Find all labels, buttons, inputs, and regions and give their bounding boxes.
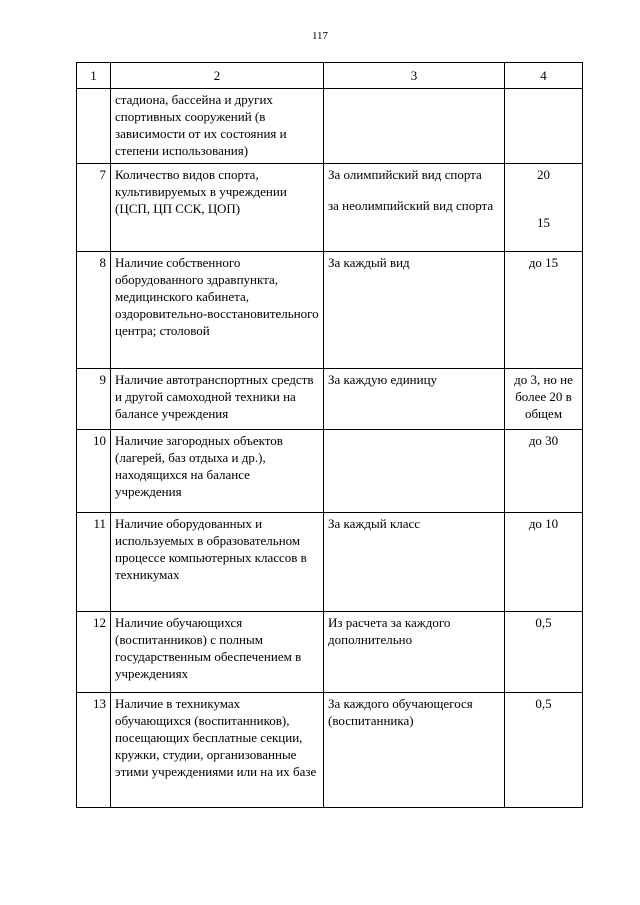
row-number: 9 xyxy=(77,369,111,430)
page-number: 117 xyxy=(311,30,329,42)
row-value-line: 20 xyxy=(537,167,550,182)
row-description: стадиона, бассейна и других спортивных сооружений (в зависимости от их состояния и степени использования) xyxy=(111,89,324,164)
row-description: Наличие в техникумах обучающихся (воспитанников), посещающих бесплатные секции, кружки, студии, организованные этими учреждениями или на их базе xyxy=(111,693,324,808)
row-description: Наличие собственного оборудованного здравпункта, медицинского кабинета, оздоровительно-восстановительного центра; столовой xyxy=(111,252,324,369)
row-unit: Из расчета за каждого дополнительно xyxy=(324,612,505,693)
row-value: до 30 xyxy=(505,430,583,513)
row-value: до 3, но не более 20 в общем xyxy=(505,369,583,430)
row-unit-gap xyxy=(328,183,500,197)
row-unit xyxy=(324,430,505,513)
row-value: до 10 xyxy=(505,513,583,612)
row-value: 0,5 xyxy=(505,612,583,693)
row-value: 0,5 xyxy=(505,693,583,808)
column-header: 2 xyxy=(111,63,324,89)
row-number: 7 xyxy=(77,164,111,252)
row-description: Наличие оборудованных и используемых в образовательном процессе компьютерных классов в техникумах xyxy=(111,513,324,612)
row-unit: За каждый класс xyxy=(324,513,505,612)
table-header-row xyxy=(77,63,583,89)
row-value: до 15 xyxy=(505,252,583,369)
row-number: 8 xyxy=(77,252,111,369)
table-row xyxy=(77,693,583,808)
row-description: Количество видов спорта, культивируемых в учреждении (ЦСП, ЦП ССК, ЦОП) xyxy=(111,164,324,252)
column-header: 1 xyxy=(77,63,111,89)
table-row xyxy=(77,430,583,513)
row-number: 11 xyxy=(77,513,111,612)
row-description: Наличие загородных объектов (лагерей, баз отдыха и др.), находящихся на балансе учреждения xyxy=(111,430,324,513)
row-unit xyxy=(324,89,505,164)
row-number: 13 xyxy=(77,693,111,808)
criteria-table xyxy=(76,62,583,808)
table-row xyxy=(77,252,583,369)
row-value-line: 15 xyxy=(537,215,550,230)
row-unit: За каждую единицу xyxy=(324,369,505,430)
row-value xyxy=(505,164,583,252)
row-unit-line: За олимпийский вид спорта xyxy=(328,167,482,182)
row-description: Наличие обучающихся (воспитанников) с полным государственным обеспечением в учреждениях xyxy=(111,612,324,693)
row-unit-line: за неолимпийский вид спорта xyxy=(328,198,494,213)
table-row xyxy=(77,513,583,612)
row-number: 12 xyxy=(77,612,111,693)
row-number xyxy=(77,89,111,164)
row-value xyxy=(505,89,583,164)
row-unit xyxy=(324,164,505,252)
table-row xyxy=(77,89,583,164)
row-description: Наличие автотранспортных средств и другой самоходной техники на балансе учреждения xyxy=(111,369,324,430)
row-unit: За каждого обучающегося (воспитанника) xyxy=(324,693,505,808)
row-value-gap xyxy=(509,183,578,214)
table-row xyxy=(77,164,583,252)
table-row xyxy=(77,369,583,430)
table-row xyxy=(77,612,583,693)
row-number: 10 xyxy=(77,430,111,513)
row-unit: За каждый вид xyxy=(324,252,505,369)
column-header: 4 xyxy=(505,63,583,89)
column-header: 3 xyxy=(324,63,505,89)
